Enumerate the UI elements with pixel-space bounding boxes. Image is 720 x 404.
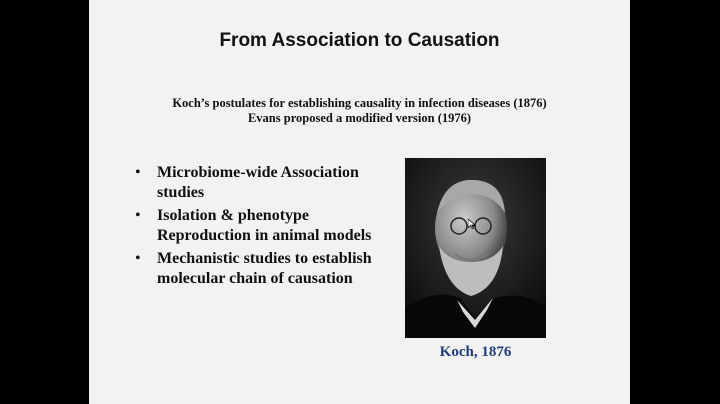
portrait-illustration	[405, 158, 546, 338]
presentation-slide	[89, 0, 630, 404]
bullet-item	[129, 163, 387, 203]
koch-portrait-image	[405, 158, 546, 338]
bullet-item	[129, 249, 387, 289]
portrait-caption: Koch, 1876	[439, 344, 512, 360]
bullet-item	[129, 206, 387, 246]
mouse-pointer-icon	[468, 219, 476, 229]
slide-subtitle	[89, 96, 630, 126]
bullet-text: Microbiome-wide Association studies	[157, 164, 359, 201]
slide-title: From Association to Causation	[219, 30, 500, 51]
subtitle-line-2: Evans proposed a modified version (1976)	[247, 111, 472, 125]
bullet-list	[129, 163, 387, 292]
bullet-text: Mechanistic studies to establish molecular chain of causation	[157, 250, 372, 287]
bullet-marker: •	[135, 250, 141, 267]
bullet-marker: •	[135, 164, 141, 181]
bullet-marker: •	[135, 207, 141, 224]
subtitle-line-1: Koch’s postulates for establishing causality in infection diseases (1876)	[172, 96, 547, 110]
bullet-text: Isolation & phenotype Reproduction in animal models	[157, 207, 372, 244]
